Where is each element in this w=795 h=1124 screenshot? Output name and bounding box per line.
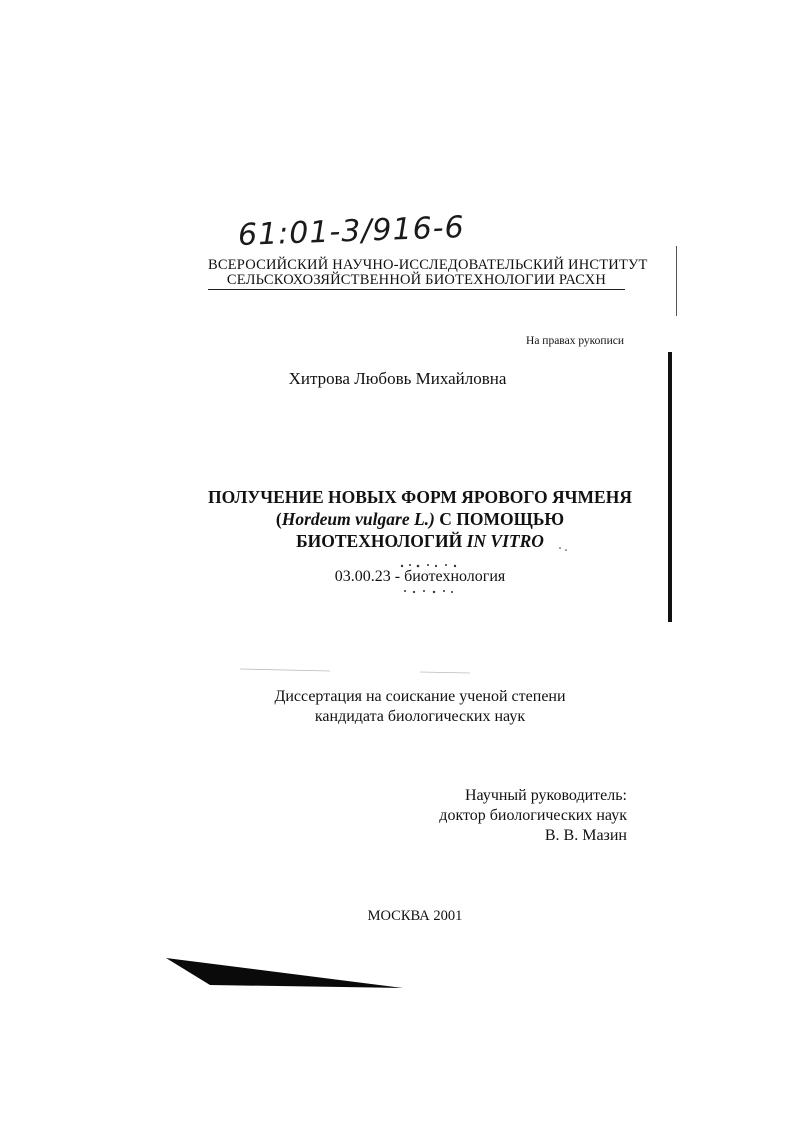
title-paren: (	[275, 509, 282, 529]
dissertation-line-2: кандидата биологических наук	[314, 708, 526, 725]
institute-name-line-2: СЕЛЬСКОХОЗЯЙСТВЕННОЙ БИОТЕХНОЛОГИИ РАСХН	[226, 272, 607, 288]
specialty-code: 03.00.23 - биотехнология	[334, 568, 506, 585]
supervisor-degree: доктор биологических наук	[439, 807, 627, 824]
title-latin-name: Hordeum vulgare L.)	[281, 509, 435, 529]
handwritten-catalog-code: 61:01-3/916-6	[237, 210, 466, 253]
title-line-2-rest: С ПОМОЩЬЮ	[434, 509, 565, 529]
supervisor-label: Научный руководитель:	[464, 787, 627, 804]
city-year: МОСКВА 2001	[367, 908, 463, 924]
author-name: Хитрова Любовь Михайловна	[288, 369, 507, 388]
institute-name-line-1: ВСЕРОСИЙСКИЙ НАУЧНО-ИССЛЕДОВАТЕЛЬСКИЙ ИНСТИТУТ	[208, 257, 648, 273]
title-in-vitro: IN VITRO	[466, 531, 544, 551]
rights-note: На правах рукописи	[526, 335, 624, 347]
thesis-title-line-1: ПОЛУЧЕНИЕ НОВЫХ ФОРМ ЯРОВОГО ЯЧМЕНЯ	[208, 487, 632, 507]
title-line-3-main: БИОТЕХНОЛОГИЙ	[296, 531, 467, 551]
dissertation-line-1: Диссертация на соискание ученой степени	[274, 688, 566, 705]
supervisor-name: В. В. Мазин	[544, 827, 627, 844]
